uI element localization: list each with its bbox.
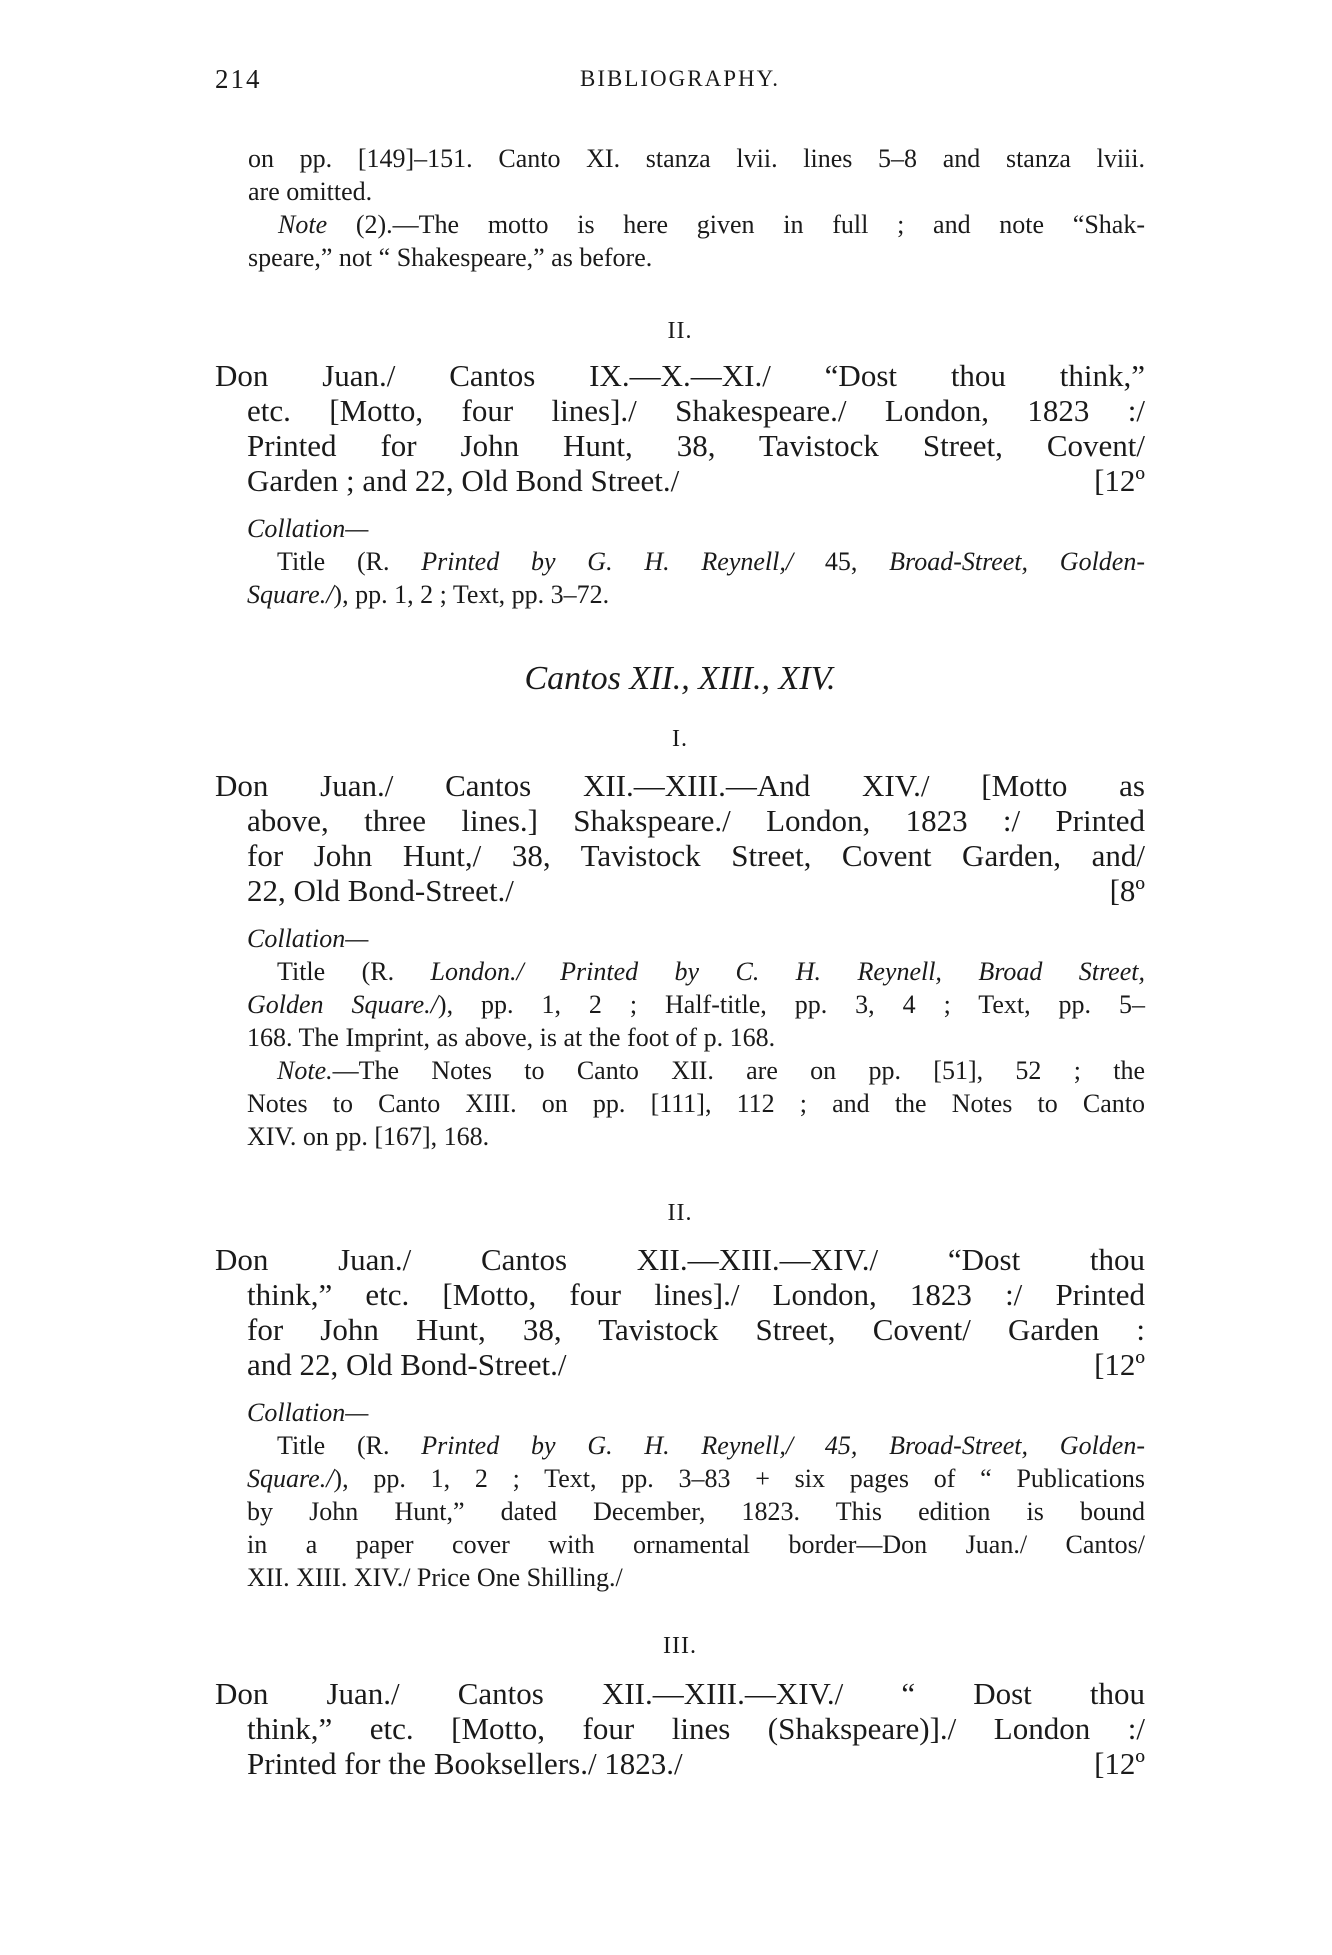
title-line: think,” etc. [Motto, four lines]./ London, 1823 :/ Printed xyxy=(247,1277,1145,1312)
collation-line-1 xyxy=(215,1429,1145,1462)
title-line: Don Juan./ Cantos XII.—XIII.—XIV./ “Dost thou xyxy=(215,1242,1145,1277)
collation-label: Collation— xyxy=(247,1398,369,1427)
intro-line-2: are omitted. xyxy=(248,177,373,206)
note-text: (2).—The motto is here given in full ; and note “Shak- xyxy=(327,210,1145,239)
collation-line-4: in a paper cover with ornamental border—Don Juan./ Cantos/ xyxy=(247,1530,1145,1559)
title-line: Don Juan./ Cantos XII.—XIII.—XIV./ “ Dost thou xyxy=(215,1676,1145,1711)
collation-text: Printed by G. H. Reynell,/ 45, Broad-Street, Golden- xyxy=(421,1431,1145,1460)
title-line: 22, Old Bond-Street./ xyxy=(247,873,514,908)
collation-text: ), pp. 1, 2 ; Text, pp. 3–83 + six pages of “ Publications xyxy=(333,1464,1145,1493)
collation xyxy=(215,512,1145,611)
edition-title xyxy=(215,1676,1145,1781)
collation-line-2 xyxy=(215,988,1145,1021)
format-label: [12º xyxy=(1094,1746,1145,1781)
collation-text: London./ Printed by C. H. Reynell, Broad Street, xyxy=(430,957,1145,986)
note-line-1 xyxy=(215,1054,1145,1087)
collation-line-2 xyxy=(215,578,1145,611)
edition-numeral: III. xyxy=(663,1633,697,1659)
title-line-last xyxy=(215,873,1145,908)
title-line: think,” etc. [Motto, four lines (Shakspeare)]./ London :/ xyxy=(247,1711,1145,1746)
collation-line-3: 168. The Imprint, as above, is at the foot of p. 168. xyxy=(247,1023,776,1052)
title-line: for John Hunt, 38, Tavistock Street, Covent/ Garden : xyxy=(247,1312,1145,1347)
collation-line-2 xyxy=(215,1462,1145,1495)
collation-label: Collation— xyxy=(247,924,369,953)
title-line: for John Hunt,/ 38, Tavistock Street, Covent Garden, and/ xyxy=(247,838,1145,873)
collation-text: Square./ xyxy=(247,580,334,609)
note-line-2: Notes to Canto XIII. on pp. [111], 112 ; and the Notes to Canto xyxy=(247,1089,1145,1118)
intro-line-1: on pp. [149]–151. Canto XI. stanza lvii. lines 5–8 and stanza lviii. xyxy=(248,144,1145,173)
title-line-last xyxy=(215,463,1145,498)
collation-text: Title (R. xyxy=(277,547,422,576)
edition-title xyxy=(215,1242,1145,1382)
running-head xyxy=(215,64,1145,104)
format-label: [12º xyxy=(1094,463,1145,498)
collation-text: ), pp. 1, 2 ; Half-title, pp. 3, 4 ; Text, pp. 5– xyxy=(437,990,1145,1019)
edition-numeral: II. xyxy=(667,318,693,344)
page-number: 214 xyxy=(215,64,262,94)
note-line-3: XIV. on pp. [167], 168. xyxy=(247,1122,490,1151)
collation-line-1 xyxy=(215,545,1145,578)
title-line: above, three lines.] Shakspeare./ London, 1823 :/ Printed xyxy=(247,803,1145,838)
title-line: and 22, Old Bond-Street./ xyxy=(247,1347,567,1382)
running-title: BIBLIOGRAPHY. xyxy=(579,66,781,91)
collation-line-5: XII. XIII. XIV./ Price One Shilling./ xyxy=(247,1563,623,1592)
note-label: Note xyxy=(278,210,328,239)
note-label: Note. xyxy=(277,1056,333,1085)
format-label: [8º xyxy=(1109,873,1145,908)
collation-text: Broad-Street, Golden- xyxy=(889,547,1146,576)
title-line: Printed for the Booksellers./ 1823./ xyxy=(247,1746,683,1781)
collation-text: Printed by G. H. Reynell,/ xyxy=(421,547,794,576)
title-line: Don Juan./ Cantos XII.—XIII.—And XIV./ [Motto as xyxy=(215,768,1145,803)
collation-label: Collation— xyxy=(247,514,369,543)
collation xyxy=(215,1396,1145,1594)
intro-note-line-1 xyxy=(248,208,1145,241)
edition-title xyxy=(215,358,1145,498)
title-line-last xyxy=(215,1746,1145,1781)
title-line: etc. [Motto, four lines]./ Shakespeare./ London, 1823 :/ xyxy=(247,393,1145,428)
collation-line-3: by John Hunt,” dated December, 1823. This edition is bound xyxy=(247,1497,1145,1526)
intro-paragraph xyxy=(248,142,1145,274)
title-line: Garden ; and 22, Old Bond Street./ xyxy=(247,463,680,498)
edition-numeral: II. xyxy=(667,1200,693,1226)
note-text: —The Notes to Canto XII. are on pp. [51], 52 ; the xyxy=(332,1056,1145,1085)
collation-text: Title (R. xyxy=(277,1431,422,1460)
title-line: Printed for John Hunt, 38, Tavistock Street, Covent/ xyxy=(247,428,1145,463)
section-title: Cantos XII., XIII., XIV. xyxy=(524,660,836,697)
intro-note-line-2: speare,” not “ Shakespeare,” as before. xyxy=(248,243,653,272)
format-label: [12º xyxy=(1094,1347,1145,1382)
edition-numeral: I. xyxy=(672,726,688,752)
title-line-last xyxy=(215,1347,1145,1382)
collation-text: 45, xyxy=(793,547,890,576)
collation-text: Title (R. xyxy=(277,957,431,986)
collation-line-1 xyxy=(215,955,1145,988)
collation-text: ), pp. 1, 2 ; Text, pp. 3–72. xyxy=(333,580,610,609)
collation-text: Square./ xyxy=(247,1464,334,1493)
collation-text: Golden Square./ xyxy=(247,990,438,1019)
edition-title xyxy=(215,768,1145,908)
title-line: Don Juan./ Cantos IX.—X.—XI./ “Dost thou think,” xyxy=(215,358,1145,393)
collation xyxy=(215,922,1145,1153)
